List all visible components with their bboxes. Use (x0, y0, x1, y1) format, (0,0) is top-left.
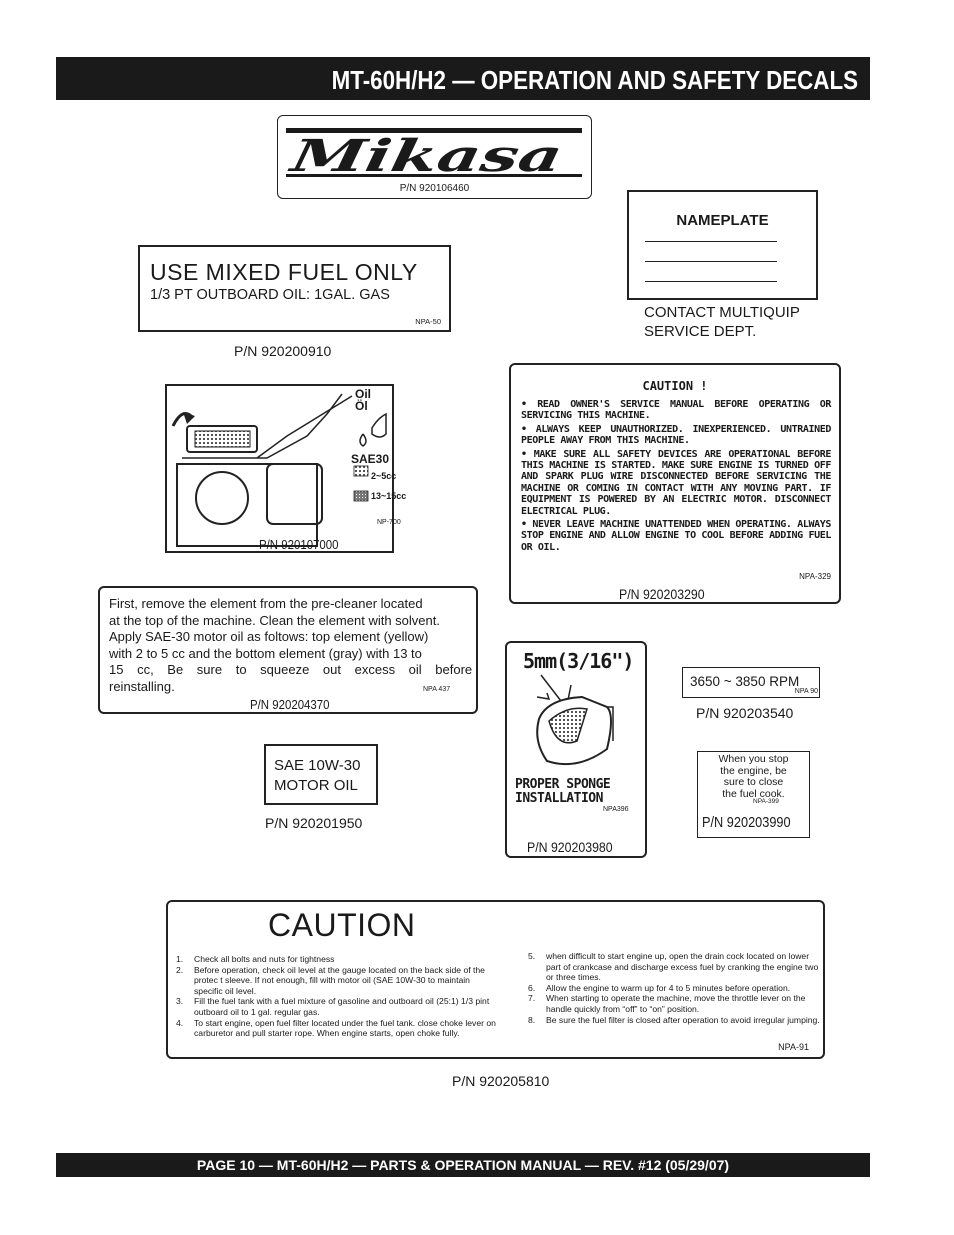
caution-big-decal (166, 900, 825, 1059)
sae10w-pn: P/N 920201950 (265, 815, 363, 831)
page-title: MT-60H/H2 — OPERATION AND SAFETY DECALS (331, 65, 858, 95)
sponge-decal (505, 641, 647, 858)
oil-bottom-amount: 13~15cc (371, 491, 407, 501)
mikasa-logo (278, 116, 591, 186)
item-text: Be sure the fuel filter is closed after operation to avoid irregular jumping. (546, 1014, 820, 1025)
element-text (109, 596, 473, 695)
item-text: Fill the fuel tank with a fuel mixture of gasoline and outboard oil (25:1) 1/3 pint outboard oil to 1 gal. regular gas. (194, 996, 490, 1017)
caution-title: CAUTION ! (642, 379, 708, 393)
caution-item: • READ OWNER'S SERVICE MANUAL BEFORE OPERATING OR SERVICING THIS MACHINE. (521, 399, 831, 422)
rpm-pn: P/N 920203540 (696, 705, 794, 721)
item-number: 1. (176, 954, 184, 964)
element-line: reinstalling. (109, 678, 175, 694)
element-line: First, remove the element from the pre-cleaner located (109, 596, 423, 611)
caution-pn: P/N 920203290 (619, 586, 705, 602)
nameplate-title: NAMEPLATE (676, 212, 769, 229)
sponge-label (515, 778, 610, 806)
page-footer (56, 1153, 870, 1177)
caution-big-item (176, 965, 498, 997)
caution-decal (509, 363, 841, 604)
oil-code: NP-700 (377, 519, 401, 526)
fuel-cook-pn: P/N 920203990 (702, 814, 791, 831)
element-line: Apply SAE-30 motor oil as foltows: top element (yellow) (109, 629, 429, 644)
sponge-illustration (507, 671, 645, 771)
nameplate-caption-line: SERVICE DEPT. (644, 323, 757, 340)
sponge-label-line: INSTALLATION (515, 791, 603, 806)
oil-grade: SAE30 (351, 452, 390, 466)
fuel-cook-line: sure to close (723, 776, 784, 788)
fuel-cook-line: the fuel cook. (722, 787, 785, 800)
oil-label-line: Oil (355, 387, 372, 401)
oil-pn: P/N 920107000 (259, 537, 339, 552)
sponge-code: NPA396 (603, 806, 629, 813)
item-text: when difficult to start engine up, open the drain cock located on lower part of crankcase and discharge excess fuel by cranking the engine two or three times. (546, 951, 819, 983)
mikasa-logo-decal (277, 115, 592, 199)
fuel-cook-line: When you stop (718, 753, 789, 765)
caution-big-item (528, 951, 820, 983)
item-text: Allow the engine to warm up for 4 to 5 minutes before operation. (546, 982, 791, 993)
caution-item: • MAKE SURE ALL SAFETY DEVICES ARE OPERATIONAL BEFORE THIS MACHINE IS STARTED. MAKE SURE ENGINE IS TURNED OFF AND SPARK PLUG WIRE DISCONNECTED BEFORE SERVICING THE MACHINE OR COMING IN CONTACT WITH ANY MOVING PART. IF EQUIPMENT IS POWERED BY AN ELECTRIC MOTOR. DISCONNECT ELECTRICAL PLUG. (521, 449, 831, 517)
oil-label-line: Öl (355, 399, 368, 413)
nameplate-line (645, 261, 777, 262)
fuel-cook-code: NPA-399 (753, 798, 779, 805)
nameplate-line (645, 281, 777, 282)
element-line: at the top of the machine. Clean the element with solvent. (109, 612, 440, 628)
caution-item: • ALWAYS KEEP UNAUTHORIZED. INEXPERIENCED. UNTRAINED PEOPLE AWAY FROM THIS MACHINE. (521, 424, 831, 447)
mikasa-logo-text: Mikasa (287, 130, 475, 182)
caution-big-title: CAUTION (268, 907, 416, 943)
mixed-fuel-decal (138, 245, 451, 332)
rpm-decal (682, 667, 820, 698)
mikasa-pn: P/N 920106460 (399, 183, 470, 194)
caution-big-item (176, 996, 498, 1017)
nameplate-caption (644, 303, 800, 341)
caution-big-item (528, 993, 820, 1014)
element-decal (98, 586, 478, 714)
nameplate-decal (627, 190, 818, 300)
mixed-fuel-subtitle: 1/3 PT OUTBOARD OIL: 1GAL. GAS (150, 287, 390, 303)
sponge-label-line: PROPER SPONGE (515, 777, 611, 792)
footer-text: PAGE 10 — MT-60H/H2 — PARTS & OPERATION MANUAL — REV. #12 (05/29/07) (196, 1157, 730, 1173)
caution-item: • NEVER LEAVE MACHINE UNATTENDED WHEN OPERATING. ALWAYS STOP ENGINE AND ALLOW ENGINE TO COOL BEFORE ADDING FUEL OR OIL. (521, 519, 831, 553)
caution-big-right-list (528, 951, 820, 1025)
element-line: with 2 to 5 cc and the bottom element (gray) with 13 to (109, 645, 422, 661)
caution-big-item (528, 983, 820, 994)
item-number: 8. (528, 1014, 536, 1025)
fuel-cook-text (698, 754, 809, 800)
item-text: When starting to operate the machine, move the throttle lever on the handle quickly from “off” to “on” position. (546, 993, 806, 1014)
mixed-fuel-code: NPA-50 (415, 317, 441, 326)
item-number: 5. (528, 951, 536, 961)
nameplate-caption-line: CONTACT MULTIQUIP (644, 304, 800, 321)
nameplate-line (645, 241, 777, 242)
sponge-measure: 5mm(3/16") (523, 649, 634, 673)
item-text: Check all bolts and nuts for tightness (194, 954, 335, 964)
caution-big-item (528, 1015, 820, 1026)
sae10w-decal (264, 744, 378, 805)
sae10w-line: MOTOR OIL (274, 777, 358, 794)
item-number: 4. (176, 1017, 184, 1028)
caution-big-code: NPA-91 (778, 1042, 809, 1052)
sae10w-line: SAE 10W-30 (274, 757, 361, 774)
item-number: 2. (176, 964, 184, 975)
caution-big-pn: P/N 920205810 (452, 1073, 550, 1089)
element-pn: P/N 920204370 (250, 697, 330, 712)
item-number: 7. (528, 993, 536, 1004)
caution-big-item (176, 1018, 498, 1039)
caution-big-left-list (176, 954, 498, 1039)
fuel-cook-line: the engine, be (720, 764, 787, 777)
item-text: Before operation, check oil level at the gauge located on the back side of the protec t sleeve. If not enough, fill with motor oil (SAE 10W-30 to maintain specific oil level. (194, 964, 485, 996)
oil-label (355, 388, 371, 412)
item-text: To start engine, open fuel filter located under the fuel tank. close choke lever on carburetor and pull starter rope. When engine starts, open choke fully. (194, 1017, 496, 1039)
rpm-code: NPA 90 (794, 688, 818, 695)
item-number: 3. (176, 996, 184, 1007)
sponge-pn: P/N 920203980 (527, 839, 613, 855)
element-code: NPA 437 (423, 686, 451, 693)
page-header (56, 57, 870, 100)
item-number: 6. (528, 982, 536, 993)
sae10w-text (274, 756, 360, 796)
mixed-fuel-pn: P/N 920200910 (234, 343, 332, 359)
caution-list (521, 399, 831, 553)
caution-big-item (176, 954, 498, 965)
element-line: 15 cc, Be sure to squeeze out excess oil before (109, 662, 473, 677)
rpm-value: 3650 ~ 3850 RPM (690, 674, 800, 689)
fuel-cook-decal (697, 751, 810, 838)
oil-top-amount: 2~5cc (371, 471, 397, 481)
caution-code: NPA-329 (799, 572, 831, 581)
oil-decal (165, 384, 407, 553)
mixed-fuel-title: USE MIXED FUEL ONLY (150, 259, 418, 285)
